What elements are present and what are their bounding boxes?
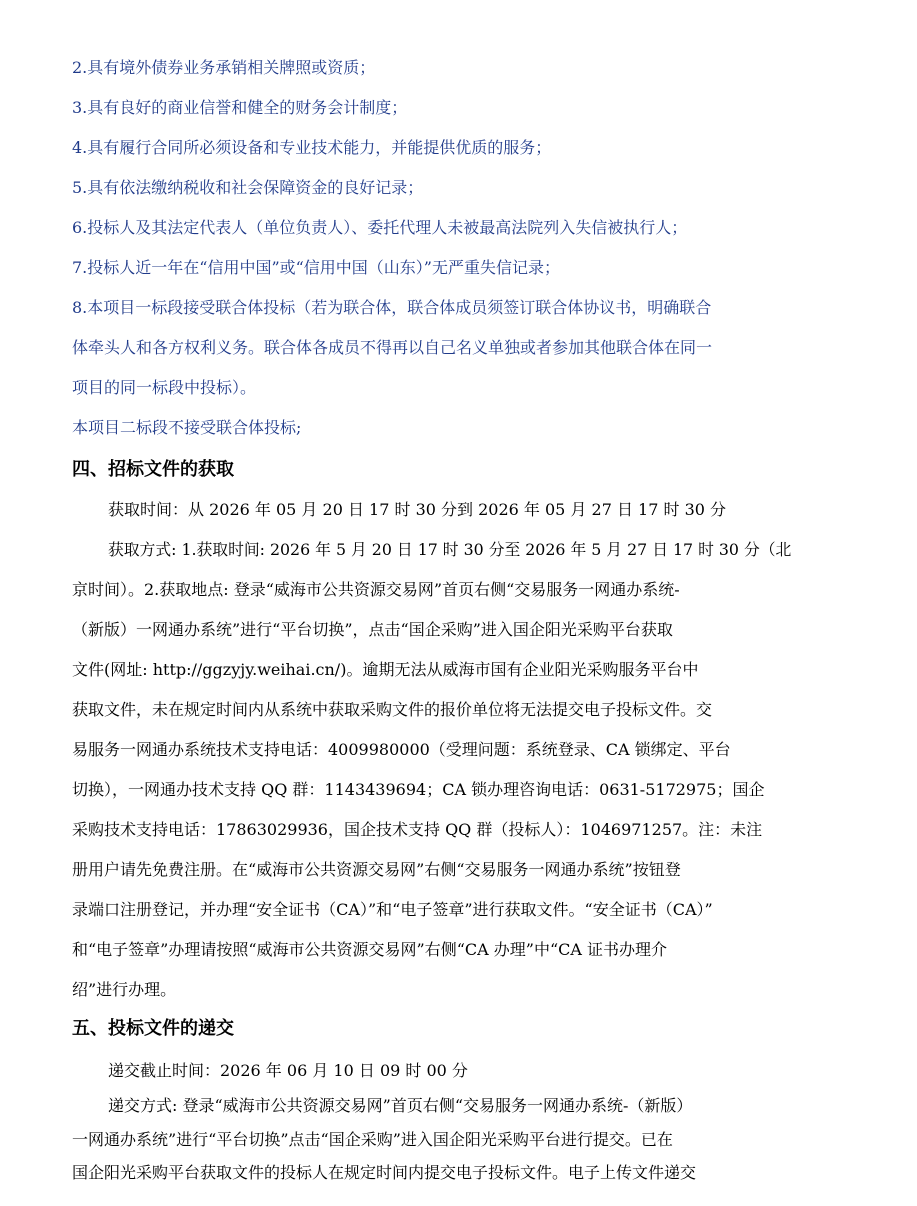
section-4-method-line-6: 易服务一网通办系统技术支持电话：4009980000（受理问题：系统登录、CA 锁绑定、平台: [72, 740, 731, 759]
qualification-item-7: 7.投标人近一年在“信用中国”或“信用中国（山东）”无严重失信记录；: [72, 258, 560, 277]
qualification-item-5: 5.具有依法缴纳税收和社会保障资金的良好记录；: [72, 178, 424, 197]
qualification-item-8-line-1: 8.本项目一标段接受联合体投标（若为联合体，联合体成员须签订联合体协议书，明确联合: [72, 298, 712, 317]
section-4-method-line-11: 和“电子签章”办理请按照“威海市公共资源交易网”右侧“CA 办理”中“CA 证书办理介: [72, 940, 668, 959]
qualification-item-4: 4.具有履行合同所必须设备和专业技术能力，并能提供优质的服务；: [72, 138, 552, 157]
section-4-heading: 四、招标文件的获取: [72, 459, 234, 480]
section-4-method-line-9: 册用户请先免费注册。在“威海市公共资源交易网”右侧“交易服务一网通办系统”按钮登: [72, 860, 681, 879]
lot-two-consortium-note: 本项目二标段不接受联合体投标;: [72, 418, 302, 437]
section-4-method-line-5: 获取文件，未在规定时间内从系统中获取采购文件的报价单位将无法提交电子投标文件。交: [72, 700, 713, 719]
section-4-method-line-10: 录端口注册登记，并办理“安全证书（CA）”和“电子签章”进行获取文件。“安全证书（CA）”: [72, 900, 713, 919]
section-4-method-line-12: 绍”进行办理。: [72, 980, 177, 999]
qualification-item-6: 6.投标人及其法定代表人（单位负责人）、委托代理人未被最高法院列入失信被执行人；: [72, 218, 688, 237]
qualification-item-8-line-2: 体牵头人和各方权利义务。联合体各成员不得再以自己名义单独或者参加其他联合体在同一: [72, 338, 713, 357]
section-5-heading: 五、投标文件的递交: [72, 1018, 234, 1039]
qualification-item-8-line-3: 项目的同一标段中投标）。: [72, 378, 257, 397]
section-4-method-line-1: 获取方式: 1.获取时间: 2026 年 5 月 20 日 17 时 30 分至 2026 年 5 月 27 日 17 时 30 分（北: [108, 540, 792, 559]
section-5-method-line-3: 国企阳光采购平台获取文件的投标人在规定时间内提交电子投标文件。电子上传文件递交: [72, 1163, 697, 1182]
section-4-method-line-2: 京时间）。2.获取地点: 登录“威海市公共资源交易网”首页右侧“交易服务一网通办系统-: [72, 580, 680, 599]
qualification-item-2: 2.具有境外债券业务承销相关牌照或资质；: [72, 58, 376, 77]
section-4-method-line-8: 采购技术支持电话：17863029936，国企技术支持 QQ 群（投标人）：1046971257。注：未注: [72, 820, 763, 839]
section-4-acquire-time: 获取时间：从 2026 年 05 月 20 日 17 时 30 分到 2026 年 05 月 27 日 17 时 30 分: [108, 500, 727, 519]
qualification-item-3: 3.具有良好的商业信誉和健全的财务会计制度；: [72, 98, 408, 117]
section-5-method-line-2: 一网通办系统”进行“平台切换”点击“国企采购”进入国企阳光采购平台进行提交。已在: [72, 1130, 673, 1149]
section-4-method-line-4: 文件(网址: http://ggzyjy.weihai.cn/)。逾期无法从威海市国有企业阳光采购服务平台中: [72, 660, 699, 679]
section-4-method-line-3: （新版）一网通办系统”进行“平台切换”，点击“国企采购”进入国企阳光采购平台获取: [72, 620, 673, 639]
section-5-deadline: 递交截止时间：2026 年 06 月 10 日 09 时 00 分: [108, 1061, 468, 1080]
section-4-method-line-7: 切换），一网通办技术支持 QQ 群：1143439694；CA 锁办理咨询电话：0631-5172975；国企: [72, 780, 765, 799]
section-5-method-line-1: 递交方式: 登录“威海市公共资源交易网”首页右侧“交易服务一网通办系统-（新版）: [108, 1096, 693, 1115]
